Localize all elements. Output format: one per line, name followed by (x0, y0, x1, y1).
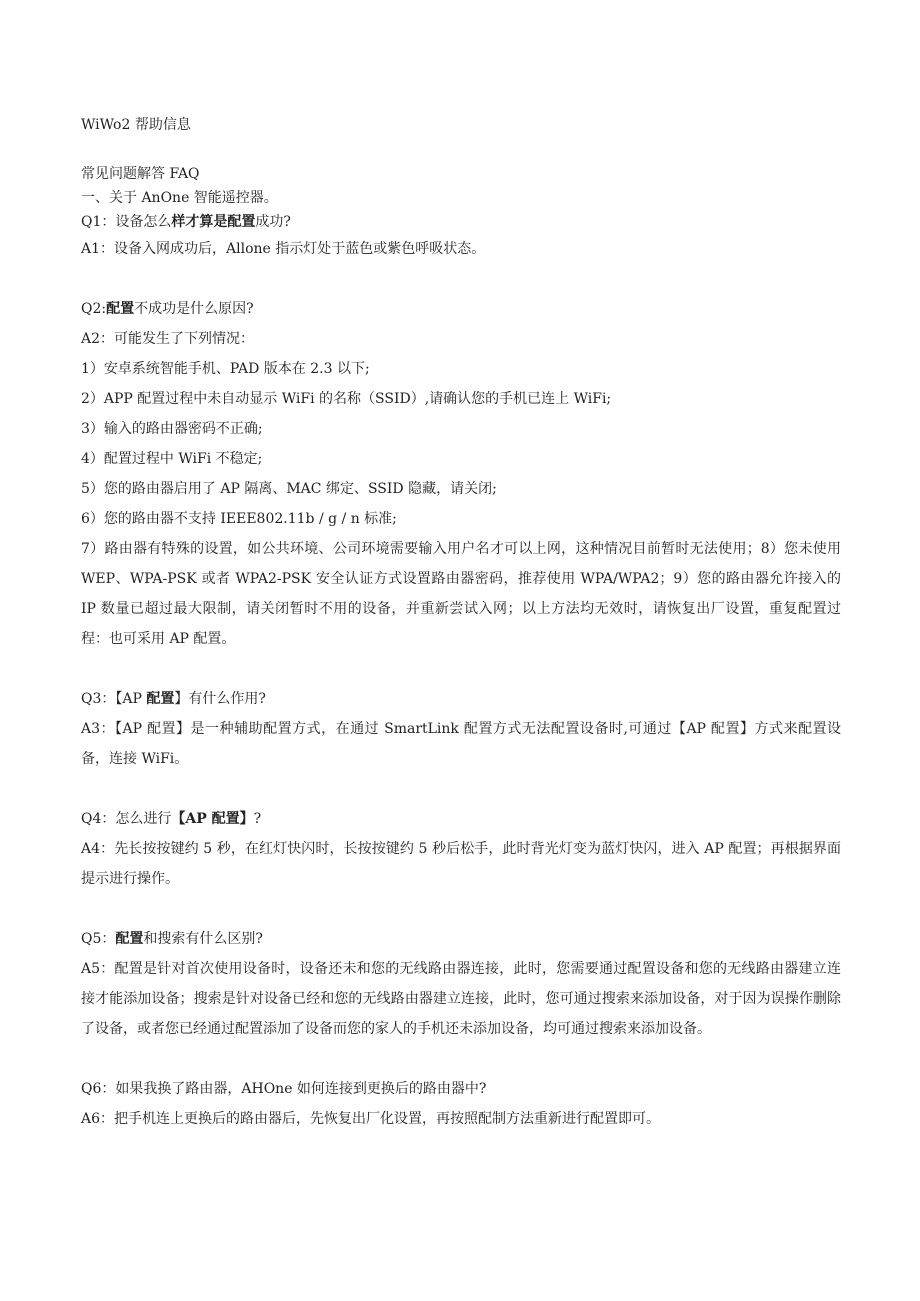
spacer (81, 1044, 841, 1074)
question-5-prefix: Q5： (81, 931, 116, 947)
answer-1: A1：设备入网成功后，Allone 指示灯处于蓝色或紫色呼吸状态。 (81, 241, 486, 257)
question-5-suffix: 和搜索有什么区别? (143, 931, 263, 947)
question-2 (81, 294, 841, 324)
question-2-prefix: Q2: (81, 301, 107, 317)
question-2-suffix: 不成功是什么原因? (134, 301, 254, 317)
question-4 (81, 804, 841, 834)
question-4-suffix: ? (253, 811, 262, 827)
question-5 (81, 924, 841, 954)
question-4-bold: 【AP 配置】 (171, 811, 254, 827)
question-3-bold: 配置 (146, 691, 175, 707)
spacer (81, 774, 841, 804)
answer-2-item: 3）输入的路由器密码不正确; (81, 421, 263, 437)
document-title: WiWo2 帮助信息 (81, 117, 191, 133)
question-3-suffix: 】有什么作用? (174, 691, 266, 707)
answer-2-item: 1）安卓系统智能手机、PAD 版本在 2.3 以下; (81, 361, 370, 377)
answer-2-item: 5）您的路由器启用了 AP 隔离、MAC 绑定、SSID 隐藏，请关闭; (81, 481, 497, 497)
section-heading: 一、关于 AnOne 智能遥控器。 (81, 190, 278, 206)
answer-6: A6：把手机连上更换后的路由器后，先恢复出厂化设置，再按照配制方法重新进行配置即可。 (81, 1111, 661, 1127)
answer-2-item: 7）路由器有特殊的设置，如公共环境、公司环境需要输入用户名才可以上网，这种情况目前暂时无法使用；8）您未使用 WEP、WPA-PSK 或者 WPA2-PSK 安全认证方式设置路由器密码，推荐使用 WPA/WPA2；9）您的路由器允许接入的 IP 数量已超过最大限制，请关闭暂时不用的设备，并重新尝试入网；以上方法均无效时，请恢复出厂设置，重复配置过程：也可采用 AP 配置。 (81, 541, 841, 647)
question-1 (81, 210, 841, 234)
question-5-bold: 配置 (115, 931, 144, 947)
question-2-bold: 配置 (106, 301, 135, 317)
spacer (81, 264, 841, 294)
answer-3: A3：【AP 配置】是一种辅助配置方式，在通过 SmartLink 配置方式无法配置设备时,可通过【AP 配置】方式来配置设备，连接 WiFi。 (81, 721, 841, 767)
faq-heading: 常见问题解答 FAQ (81, 166, 200, 182)
question-3-prefix: Q3：【AP (81, 691, 147, 707)
answer-2-item: 2）APP 配置过程中未自动显示 WiFi 的名称（SSID）,请确认您的手机已连上 WiFi; (81, 391, 612, 407)
answer-5: A5：配置是针对首次使用设备时，设备还未和您的无线路由器连接，此时，您需要通过配置设备和您的无线路由器建立连接才能添加设备；搜索是针对设备已经和您的无线路由器建立连接，此时，您可通过搜索来添加设备，对于因为误操作删除了设备，或者您已经通过配置添加了设备而您的家人的手机还未添加设备，均可通过搜索来添加设备。 (81, 961, 841, 1037)
document-page (81, 110, 841, 1134)
question-4-prefix: Q4：怎么进行 (81, 811, 172, 827)
question-1-prefix: Q1：设备怎么 (81, 214, 172, 230)
answer-2-item: 6）您的路由器不支持 IEEE802.11b / g / n 标准; (81, 511, 397, 527)
answer-4: A4：先长按按键约 5 秒，在红灯快闪时，长按按键约 5 秒后松手，此时背光灯变为蓝灯快闪，进入 AP 配置；再根据界面提示进行操作。 (81, 841, 841, 887)
spacer (81, 654, 841, 684)
question-3 (81, 684, 841, 714)
question-1-suffix: 成功? (255, 214, 291, 230)
question-6: Q6：如果我换了路由器，AHOne 如何连接到更换后的路由器中? (81, 1081, 487, 1097)
spacer (81, 894, 841, 924)
question-1-bold: 样才算是配置 (171, 214, 256, 230)
answer-2-item: 4）配置过程中 WiFi 不稳定; (81, 451, 263, 467)
answer-2-intro: A2：可能发生了下列情况： (81, 331, 255, 347)
